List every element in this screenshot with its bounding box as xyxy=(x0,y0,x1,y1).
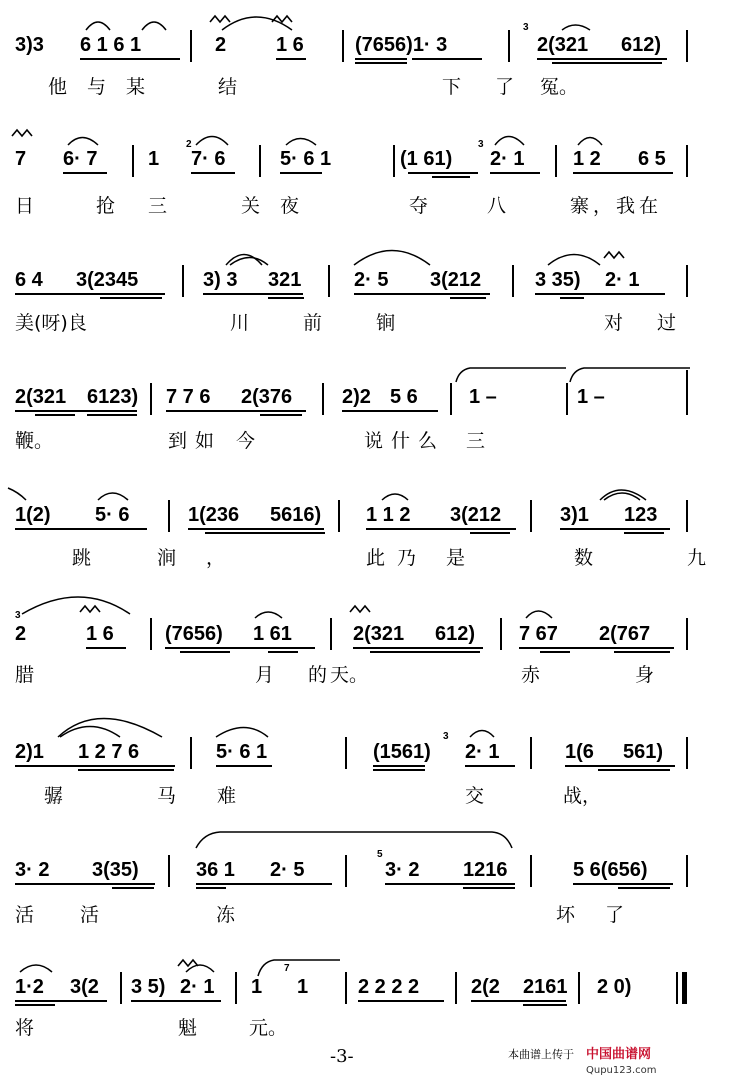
underline xyxy=(618,887,670,889)
note-group: 1216 xyxy=(463,859,508,881)
slur xyxy=(20,965,52,972)
note-group: 3 5) xyxy=(131,976,166,998)
underline xyxy=(78,769,174,771)
slur xyxy=(578,138,602,146)
note-group: 7 7 6 xyxy=(166,386,211,408)
underline xyxy=(276,58,306,60)
slur xyxy=(216,728,268,738)
site-logo[interactable] xyxy=(586,1043,700,1077)
lyric: 坏 了 xyxy=(556,904,637,926)
slur xyxy=(196,137,228,146)
lyric: 战， xyxy=(563,785,602,807)
note-group: 2(321 xyxy=(15,386,67,408)
underline xyxy=(268,651,298,653)
note-group: 2(321 xyxy=(537,34,589,56)
note-group: 5· 6 1 xyxy=(280,148,332,170)
lyric: 此乃 是 xyxy=(366,547,478,569)
slur xyxy=(548,255,600,266)
note-group: 2(2 xyxy=(471,976,500,998)
lyric: 魁 xyxy=(178,1017,198,1039)
note-group: 2)2 xyxy=(342,386,371,408)
underline xyxy=(15,293,165,295)
note-group: 1 xyxy=(297,976,309,998)
note-group: 2 2 2 2 xyxy=(358,976,420,998)
lyric: 美(呀)良 xyxy=(15,312,87,334)
note-group: 5616) xyxy=(270,504,322,526)
grace-note: 3 xyxy=(523,22,529,33)
lyric: 结 xyxy=(218,76,238,98)
slur xyxy=(354,251,430,266)
note-group: 2161 xyxy=(523,976,568,998)
note-group: 2 xyxy=(15,623,27,645)
slur xyxy=(222,17,292,30)
underline xyxy=(358,1000,444,1002)
underline xyxy=(450,297,486,299)
note-group: 3· 2 xyxy=(385,859,420,881)
note-group: 321 xyxy=(268,269,302,291)
underline xyxy=(112,887,154,889)
underline xyxy=(366,528,516,530)
note-group: 1 6 xyxy=(276,34,304,56)
underline xyxy=(15,1004,55,1006)
underline xyxy=(63,172,107,174)
note-group: 612) xyxy=(435,623,476,645)
underline xyxy=(15,528,147,530)
lyric: 冤。 xyxy=(540,76,579,98)
lyric: 日 抢 xyxy=(15,195,144,217)
slur xyxy=(495,137,524,146)
note-group: 1(6 xyxy=(565,741,594,763)
lyric: 他与某 xyxy=(48,76,166,98)
underline xyxy=(573,883,673,885)
mordent-mark xyxy=(12,130,32,136)
underline xyxy=(573,172,673,174)
note-group: 5 6(656) xyxy=(573,859,648,881)
underline xyxy=(165,647,315,649)
slur xyxy=(68,138,98,146)
slur xyxy=(142,22,166,30)
mordent-marks xyxy=(12,16,624,966)
upload-credit: 本曲谱上传于 xyxy=(508,1048,574,1061)
slur xyxy=(58,719,162,738)
lyric: 夜 夺 xyxy=(280,195,481,217)
note-group: 36 1 xyxy=(196,859,235,881)
note-group: 3· 2 xyxy=(15,859,50,881)
underline xyxy=(86,647,126,649)
note-group: 6123) xyxy=(87,386,139,408)
note-group: 2· 1 xyxy=(490,148,525,170)
lyric: 骣 马 xyxy=(44,785,221,807)
lyric: 对 过 xyxy=(604,312,691,334)
note-group: 7 67 xyxy=(519,623,558,645)
note-group: 1 – xyxy=(577,386,605,408)
slur xyxy=(196,832,512,848)
lyric: 腊 xyxy=(15,664,35,686)
note-group: 2 xyxy=(215,34,227,56)
underline xyxy=(80,58,180,60)
underline xyxy=(191,172,235,174)
note-group: 561) xyxy=(623,741,664,763)
underline xyxy=(180,651,230,653)
underline xyxy=(196,883,332,885)
underline xyxy=(355,62,407,64)
note-group: 123 xyxy=(624,504,658,526)
grace-note: 2 xyxy=(186,139,192,150)
note-group: 6 1 6 1 xyxy=(80,34,142,56)
slur xyxy=(8,488,26,500)
slur xyxy=(470,731,494,738)
note-group: 2· 5 xyxy=(354,269,389,291)
mordent-mark xyxy=(210,16,230,22)
underline xyxy=(131,1000,221,1002)
slur xyxy=(456,368,566,382)
lyric: 说什么 xyxy=(364,430,446,452)
lyric: 鞭。 xyxy=(15,430,54,452)
note-group: 1 xyxy=(251,976,263,998)
note-group: 6 4 xyxy=(15,269,43,291)
slur xyxy=(382,494,408,500)
note-group: 2· 1 xyxy=(605,269,640,291)
note-group: 5· 6 1 xyxy=(216,741,268,763)
underline xyxy=(385,883,515,885)
lyric: 三 关 xyxy=(148,195,295,217)
note-group: 1 2 7 6 xyxy=(78,741,140,763)
mordent-mark xyxy=(604,252,624,258)
note-group: 3)3 xyxy=(15,34,44,56)
note-group: (7656)1· 3 xyxy=(355,34,448,56)
underline xyxy=(260,414,302,416)
underline xyxy=(15,765,175,767)
note-group: 612) xyxy=(621,34,662,56)
note-group: 7· 6 xyxy=(191,148,226,170)
note-group: 1 6 xyxy=(86,623,114,645)
slur xyxy=(570,368,690,382)
underline xyxy=(470,532,510,534)
lyric: 难 xyxy=(217,785,237,807)
underline xyxy=(373,765,425,767)
note-group: 1 xyxy=(148,148,160,170)
lyric: 三 xyxy=(466,430,486,452)
underline xyxy=(188,528,324,530)
underline xyxy=(15,883,155,885)
grace-note: 5 xyxy=(377,849,383,860)
underline xyxy=(216,765,272,767)
slur xyxy=(86,22,110,30)
note-group: 3(2 xyxy=(70,976,99,998)
slur xyxy=(604,493,640,500)
site-name: 中国曲谱网 xyxy=(586,1047,652,1062)
note-group: (7656) xyxy=(165,623,223,645)
note-group: 1 2 xyxy=(573,148,601,170)
grace-note: 3 xyxy=(478,139,484,150)
underline xyxy=(412,58,482,60)
lyric: 下 了 xyxy=(442,76,529,98)
note-group: 2· 1 xyxy=(465,741,500,763)
note-group: 7 xyxy=(15,148,27,170)
note-group: 3(212 xyxy=(430,269,482,291)
lyric: 天。 xyxy=(330,664,369,686)
underline xyxy=(268,297,304,299)
note-group: 6· 7 xyxy=(63,148,98,170)
underline xyxy=(552,62,662,64)
lyric: 冻 xyxy=(216,904,236,926)
grace-note: 7 xyxy=(284,963,290,974)
lyric: 川 前 锏 xyxy=(230,312,420,334)
lyric: 身 xyxy=(635,664,655,686)
note-group: 1 – xyxy=(469,386,497,408)
underline xyxy=(519,647,674,649)
slur xyxy=(22,597,130,614)
note-group: 2· 5 xyxy=(270,859,305,881)
slur xyxy=(286,139,316,146)
slur xyxy=(526,611,552,618)
slur xyxy=(255,612,282,618)
note-group: (1561) xyxy=(373,741,431,763)
note-group: 2· 1 xyxy=(180,976,215,998)
note-group: 1 1 2 xyxy=(366,504,411,526)
mordent-mark xyxy=(350,606,370,612)
note-group: 5 6 xyxy=(390,386,418,408)
site-domain: Qupu123.com xyxy=(586,1065,657,1076)
lyric: 数 九 xyxy=(574,547,750,569)
page-number: -3- xyxy=(330,1046,354,1067)
underline xyxy=(196,887,226,889)
note-group: 5· 6 xyxy=(95,504,130,526)
underline xyxy=(598,769,670,771)
mordent-mark xyxy=(80,606,100,612)
underline xyxy=(463,887,515,889)
underline xyxy=(355,58,407,60)
underline xyxy=(560,297,584,299)
note-group: 3) 3 xyxy=(203,269,238,291)
underline xyxy=(523,1004,567,1006)
underline xyxy=(370,651,480,653)
underline xyxy=(624,532,664,534)
underline xyxy=(373,769,425,771)
slur xyxy=(230,258,268,266)
slur xyxy=(562,25,590,30)
lyric: 赤 xyxy=(521,664,541,686)
underline xyxy=(408,172,478,174)
lyric: 寨，我在 xyxy=(570,195,663,217)
lyric: 活 活 xyxy=(15,904,120,926)
lyric: 月 的 xyxy=(255,664,342,686)
note-group: 2 0) xyxy=(597,976,632,998)
lyric: 将 xyxy=(15,1017,35,1039)
lyric: 到如 今 xyxy=(168,430,264,452)
underline xyxy=(540,651,570,653)
underline xyxy=(490,172,540,174)
underline xyxy=(100,297,162,299)
note-group: 3(2345 xyxy=(76,269,139,291)
underline xyxy=(203,293,303,295)
underline xyxy=(465,765,515,767)
underline xyxy=(342,410,438,412)
underline xyxy=(354,293,490,295)
underline xyxy=(353,647,483,649)
note-group: 6 5 xyxy=(638,148,666,170)
slur xyxy=(258,960,340,976)
slur xyxy=(98,493,128,500)
note-group: 3(35) xyxy=(92,859,139,881)
underline xyxy=(280,172,322,174)
lyric: 跳 涧， xyxy=(72,547,256,569)
grace-note: 3 xyxy=(15,610,21,621)
underline xyxy=(205,532,325,534)
underline xyxy=(15,1000,107,1002)
underline xyxy=(560,528,670,530)
underline xyxy=(166,410,306,412)
underline xyxy=(35,414,75,416)
underline xyxy=(471,1000,566,1002)
note-group: (1 61) xyxy=(400,148,453,170)
lyric: 八 xyxy=(487,195,507,217)
note-group: 3)1 xyxy=(560,504,589,526)
grace-note: 3 xyxy=(443,731,449,742)
lyric: 元。 xyxy=(249,1017,288,1039)
note-group: 2(321 xyxy=(353,623,405,645)
underline xyxy=(432,176,470,178)
underline xyxy=(15,410,137,412)
underline xyxy=(537,58,667,60)
note-group: 2(376 xyxy=(241,386,293,408)
underline xyxy=(87,414,137,416)
slur xyxy=(186,965,214,972)
note-group: 1(236 xyxy=(188,504,240,526)
note-group: 3 35) xyxy=(535,269,581,291)
note-group: 1(2) xyxy=(15,504,51,526)
note-group: 1 61 xyxy=(253,623,292,645)
underline xyxy=(535,293,665,295)
underline xyxy=(565,765,675,767)
note-group: 2(767 xyxy=(599,623,651,645)
note-group: 3(212 xyxy=(450,504,502,526)
note-group: 2)1 xyxy=(15,741,44,763)
underline xyxy=(614,651,670,653)
lyric: 交 xyxy=(465,785,485,807)
note-group: 1·2 xyxy=(15,976,44,998)
